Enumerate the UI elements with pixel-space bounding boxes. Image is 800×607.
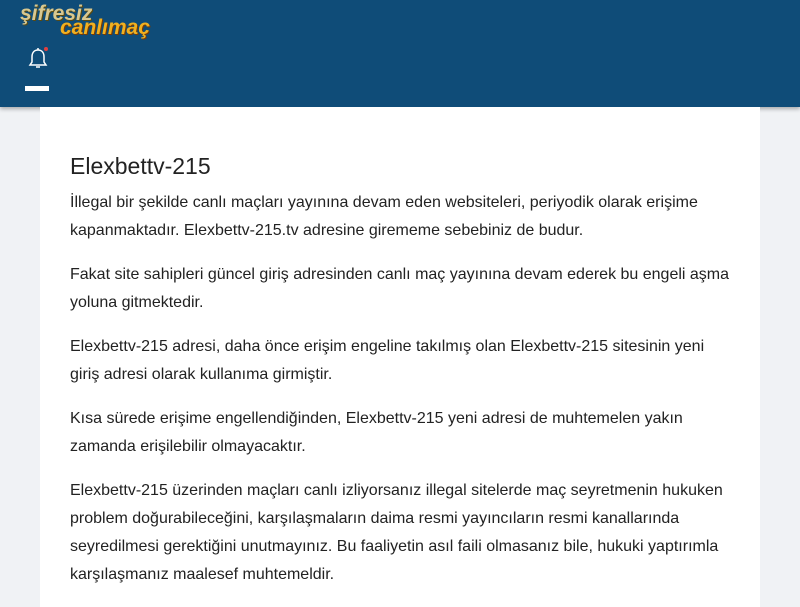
site-header <box>0 0 800 107</box>
paragraph: Elexbettv-215 üzerinden maçları canlı izliyorsanız illegal sitelerde maç seyretmenin hukuken problem doğurabileceğini, karşılaşmaların daima resmi yayıncıların resmi kanallarında seyredilmesi gerektiğini unutmayınız. Bu faaliyetin asıl faili olmasanız bile, hukuki yaptırımla karşılaşmanız maalesef muhtemeldir. <box>70 482 723 583</box>
paragraph: Kısa sürede erişime engellendiğinden, Elexbettv-215 yeni adresi de muhtemelen yakın zamanda erişilebilir olmayacaktır. <box>70 410 683 455</box>
logo-text-1: şifresiz <box>20 2 93 25</box>
hamburger-icon[interactable] <box>25 86 49 91</box>
paragraph: Fakat site sahipleri güncel giriş adresinden canlı maç yayınına devam ederek bu engeli aşma yoluna gitmektedir. <box>70 266 730 311</box>
bell-icon[interactable] <box>28 48 48 70</box>
paragraph: Elexbettv-215 adresi, daha önce erişim engeline takılmış olan Elexbettv-215 sitesinin yeni giriş adresi olarak kullanıma girmiştir. <box>70 338 705 383</box>
page-title: Elexbettv-215 <box>70 153 211 179</box>
notification-dot <box>44 47 48 51</box>
paragraph: İllegal bir şekilde canlı maçları yayınına devam eden websiteleri, periyodik olarak erişime kapanmaktadır. Elexbettv-215.tv adresine girememe sebebiniz de budur. <box>70 194 698 239</box>
article-content <box>70 189 735 605</box>
logo-text-2: canlımaç <box>60 16 150 39</box>
site-logo[interactable] <box>20 2 170 40</box>
